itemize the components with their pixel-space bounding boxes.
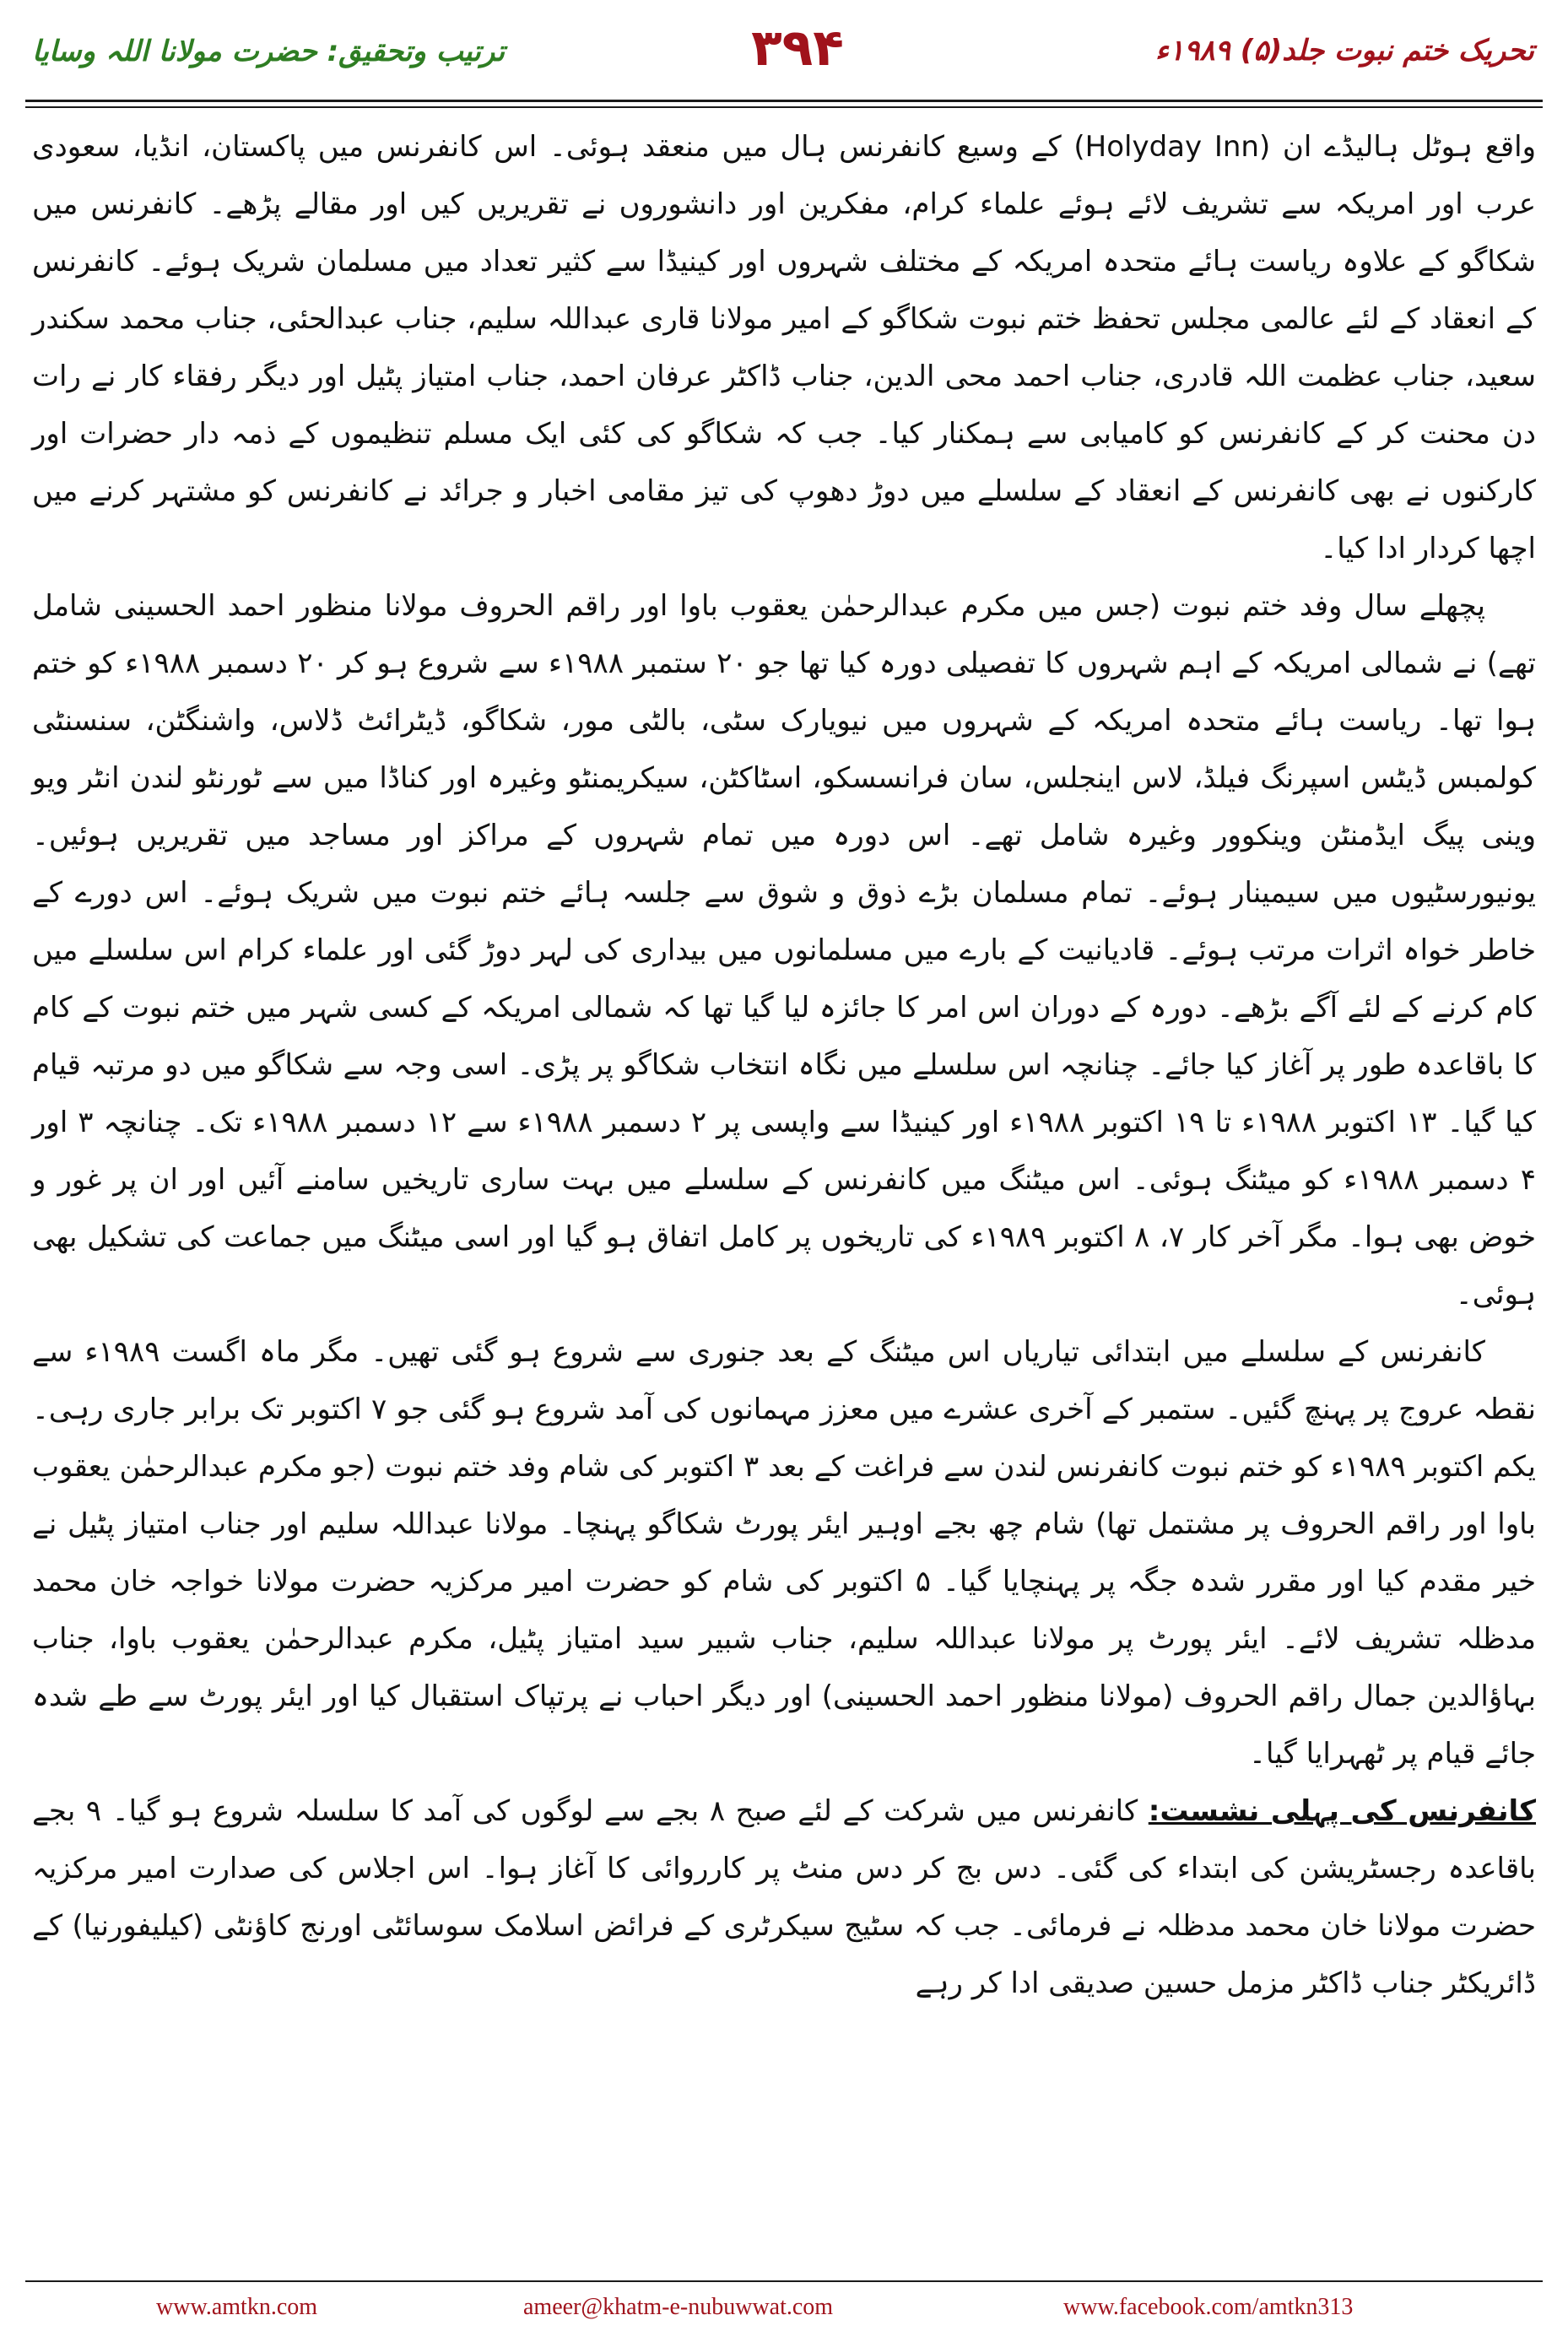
paragraph-2: پچھلے سال وفد ختم نبوت (جس میں مکرم عبدالرحمٰن یعقوب باوا اور راقم الحروف مولانا منظور احمد الحسینی شامل تھے) نے شمالی امریکہ کے اہم شہروں کا تفصیلی دورہ کیا تھا جو ۲۰ ستمبر ۱۹۸۸ء سے شروع ہو کر ۲۰ دسمبر ۱۹۸۸ء کو ختم ہوا تھا۔ ریاست ہائے متحدہ امریکہ کے شہروں میں نیویارک سٹی، بالٹی مور، شکاگو، ڈیٹرائٹ ڈلاس، واشنگٹن، سنسنٹی کولمبس ڈیٹس اسپرنگ فیلڈ، لاس اینجلس، سان فرانسسکو، اسٹاکٹن، سیکریمنٹو وغیرہ اور کناڈا میں سے ٹورنٹو لندن انٹر ویو وینی پیگ ایڈمنٹن وینکوور وغیرہ شامل تھے۔ اس دورہ میں تمام شہروں کے مراکز اور مساجد میں تقریریں ہوئیں۔ یونیورسٹیوں میں سیمینار ہوئے۔ تمام مسلمان بڑے ذوق و شوق سے جلسہ ہائے ختم نبوت میں شریک ہوئے۔ اس دورے کے خاطر خواہ اثرات مرتب ہوئے۔ قادیانیت کے بارے میں مسلمانوں میں بیداری کی لہر دوڑ گئی اور علماء کرام اس سلسلے میں کام کرنے کے لئے آگے بڑھے۔ دورہ کے دوران اس امر کا جائزہ لیا گیا تھا کہ شمالی امریکہ کے کسی شہر میں ختم نبوت کے کام کا باقاعدہ طور پر آغاز کیا جائے۔ چنانچہ اس سلسلے میں نگاہ انتخاب شکاگو پر پڑی۔ اسی وجہ سے شکاگو میں دو مرتبہ قیام کیا گیا۔ ۱۳ اکتوبر ۱۹۸۸ء تا ۱۹ اکتوبر ۱۹۸۸ء اور کینیڈا سے واپسی پر ۲ دسمبر ۱۹۸۸ء سے ۱۲ دسمبر ۱۹۸۸ء تک۔ چنانچہ ۳ اور ۴ دسمبر ۱۹۸۸ء کو میٹنگ ہوئی۔ اس میٹنگ میں کانفرنس کے سلسلے میں بہت ساری تاریخیں سامنے آئیں اور ان پر غور و خوض بھی ہوا۔ مگر آخر کار ۷، ۸ اکتوبر ۱۹۸۹ء کی تاریخوں پر کامل اتفاق ہو گیا اور اسی میٹنگ میں جماعت کی تشکیل بھی ہوئی۔ [32, 589, 1537, 1312]
footer-facebook-link[interactable]: www.facebook.com/amtkn313 [1063, 2294, 1354, 2320]
page-body [32, 118, 1536, 2012]
paragraph-4-text: کانفرنس میں شرکت کے لئے صبح ۸ بجے سے لوگوں کی آمد کا سلسلہ شروع ہو گیا۔ ۹ بجے باقاعدہ رجسٹریشن کی ابتداء کی گئی۔ دس بج کر دس منٹ پر کارروائی کا آغاز ہوا۔ اس اجلاس کی صدارت امیر مرکزیہ حضرت مولانا خان محمد مدظلہ نے فرمائی۔ جب کہ سٹیج سیکرٹری کے فرائض اسلامک سوسائٹی اورنج کاؤنٹی (کیلیفورنیا) کے ڈائریکٹر جناب ڈاکٹر مزمل حسین صدیقی ادا کر رہے [32, 1794, 1536, 2000]
paragraph-1: واقع ہوٹل ہالیڈے ان (Holyday Inn) کے وسیع کانفرنس ہال میں منعقد ہوئی۔ اس کانفرنس میں پاکستان، انڈیا، سعودی عرب اور امریکہ سے تشریف لائے ہوئے علماء کرام، مفکرین اور دانشوروں نے تقریریں کیں اور مقالے پڑھے۔ کانفرنس میں شکاگو کے علاوہ ریاست ہائے متحدہ امریکہ کے مختلف شہروں اور کینیڈا سے کثیر تعداد میں مسلمان شریک ہوئے۔ کانفرنس کے انعقاد کے لئے عالمی مجلس تحفظ ختم نبوت شکاگو کے امیر مولانا قاری عبداللہ سلیم، جناب عبدالحئی، جناب محمد سکندر سعید، جناب عظمت اللہ قادری، جناب احمد محی الدین، جناب ڈاکٹر عرفان احمد، جناب امتیاز پٹیل اور دیگر رفقاء کار نے رات دن محنت کر کے کانفرنس کو کامیابی سے ہمکنار کیا۔ جب کہ شکاگو کی کئی ایک مسلم تنظیموں کے ذمہ دار حضرات اور کارکنوں نے بھی کانفرنس کے انعقاد کے سلسلے میں دوڑ دھوپ کی تیز مقامی اخبار و جرائد نے کانفرنس کو مشتہر کرنے میں اچھا کردار ادا کیا۔ [32, 130, 1536, 565]
footer-website-link[interactable]: www.amtkn.com [156, 2294, 318, 2320]
section-heading-first-session: کانفرنس کی پہلی نشست: [1148, 1794, 1537, 1828]
footer-rule [25, 2280, 1543, 2282]
header-rule [25, 100, 1543, 102]
header-rule-thin [25, 106, 1543, 108]
page-footer [0, 2285, 1568, 2336]
footer-email-link[interactable]: ameer@khatm-e-nubuwwat.com [523, 2294, 834, 2320]
paragraph-3: کانفرنس کے سلسلے میں ابتدائی تیاریاں اس میٹنگ کے بعد جنوری سے شروع ہو گئی تھیں۔ مگر ماہ اگست ۱۹۸۹ء سے نقطہ عروج پر پہنچ گئیں۔ ستمبر کے آخری عشرے میں معزز مہمانوں کی آمد شروع ہو گئی جو ۷ اکتوبر تک برابر جاری رہی۔ یکم اکتوبر ۱۹۸۹ء کو ختم نبوت کانفرنس لندن سے فراغت کے بعد ۳ اکتوبر کی شام وفد ختم نبوت (جو مکرم عبدالرحمٰن یعقوب باوا اور راقم الحروف پر مشتمل تھا) شام چھ بجے اوہیر ایئر پورٹ شکاگو پہنچا۔ مولانا عبداللہ سلیم اور جناب امتیاز پٹیل نے خیر مقدم کیا اور مقرر شدہ جگہ پر پہنچایا گیا۔ ۵ اکتوبر کی شام کو حضرت امیر مرکزیہ حضرت مولانا خواجہ خان محمد مدظلہ تشریف لائے۔ ایئر پورٹ پر مولانا عبداللہ سلیم، جناب شبیر سید امتیاز پٹیل، مکرم عبدالرحمٰن یعقوب باوا، جناب بہاؤالدین جمال راقم الحروف (مولانا منظور احمد الحسینی) اور دیگر احباب نے پرتپاک استقبال کیا اور ایئر پورٹ سے طے شدہ جائے قیام پر ٹھہرایا گیا۔ [32, 1335, 1537, 1771]
header-book-title: تحریک ختم نبوت جلد(۵) ۱۹۸۹ء [1154, 34, 1534, 68]
page-number: ۳۹۴ [751, 19, 844, 78]
header-compiler-credit: ترتیب وتحقیق: حضرت مولانا اللہ وسایا [32, 35, 506, 68]
paragraph-4 [32, 1782, 1536, 2012]
